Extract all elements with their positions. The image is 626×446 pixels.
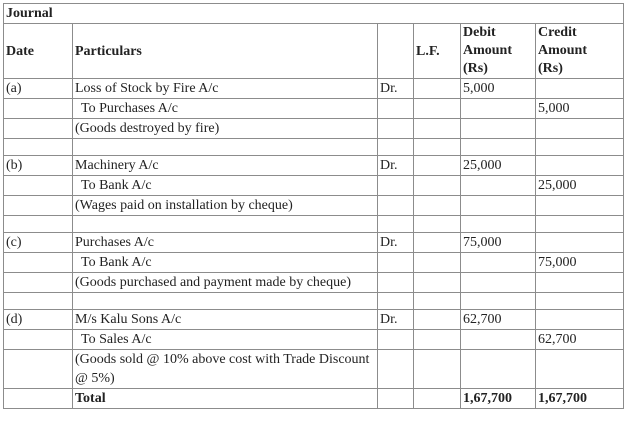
dr-marker: Dr. xyxy=(378,156,414,176)
entry-credit-row xyxy=(4,176,624,196)
dr-marker: Dr. xyxy=(378,79,414,99)
debit-amount: 62,700 xyxy=(461,310,536,330)
entry-date: (a) xyxy=(4,79,73,99)
spacer-row xyxy=(4,293,624,310)
header-credit-amount: Credit Amount (Rs) xyxy=(536,24,624,79)
credit-account: To Bank A/c xyxy=(73,176,378,196)
total-row xyxy=(4,389,624,409)
entry-credit-row xyxy=(4,99,624,119)
credit-account: To Sales A/c xyxy=(73,330,378,350)
credit-amount: 25,000 xyxy=(536,176,624,196)
debit-amount: 5,000 xyxy=(461,79,536,99)
debit-account: Loss of Stock by Fire A/c xyxy=(73,79,378,99)
entry-debit-row xyxy=(4,310,624,330)
header-particulars: Particulars xyxy=(73,24,378,79)
debit-account: M/s Kalu Sons A/c xyxy=(73,310,378,330)
header-row xyxy=(4,24,624,79)
credit-amount: 62,700 xyxy=(536,330,624,350)
credit-amount: 75,000 xyxy=(536,253,624,273)
entry-narration-row xyxy=(4,196,624,216)
entry-date: (b) xyxy=(4,156,73,176)
entry-debit-row xyxy=(4,233,624,253)
dr-marker: Dr. xyxy=(378,310,414,330)
spacer-row xyxy=(4,139,624,156)
entry-narration-row xyxy=(4,119,624,139)
entry-narration-row xyxy=(4,350,624,389)
entry-date: (c) xyxy=(4,233,73,253)
debit-account: Machinery A/c xyxy=(73,156,378,176)
narration: (Goods sold @ 10% above cost with Trade Discount @ 5%) xyxy=(73,350,378,389)
total-debit: 1,67,700 xyxy=(461,389,536,409)
lf-cell xyxy=(414,79,461,99)
header-lf: L.F. xyxy=(414,24,461,79)
credit-amount-empty xyxy=(536,79,624,99)
entry-debit-row xyxy=(4,79,624,99)
entry-credit-row xyxy=(4,330,624,350)
credit-account: To Bank A/c xyxy=(73,253,378,273)
narration: (Goods purchased and payment made by cheque) xyxy=(73,273,378,293)
credit-amount: 5,000 xyxy=(536,99,624,119)
dr-marker: Dr. xyxy=(378,233,414,253)
entry-credit-row xyxy=(4,253,624,273)
credit-account: To Purchases A/c xyxy=(73,99,378,119)
narration: (Wages paid on installation by cheque) xyxy=(73,196,378,216)
journal-title: Journal xyxy=(4,4,624,24)
total-label: Total xyxy=(73,389,378,409)
entry-debit-row xyxy=(4,156,624,176)
narration: (Goods destroyed by fire) xyxy=(73,119,378,139)
journal-table xyxy=(3,3,624,409)
header-date: Date xyxy=(4,24,73,79)
header-dr-column xyxy=(378,24,414,79)
entry-narration-row xyxy=(4,273,624,293)
header-debit-amount: Debit Amount (Rs) xyxy=(461,24,536,79)
debit-amount: 25,000 xyxy=(461,156,536,176)
total-credit: 1,67,700 xyxy=(536,389,624,409)
spacer-row xyxy=(4,216,624,233)
debit-account: Purchases A/c xyxy=(73,233,378,253)
entry-date: (d) xyxy=(4,310,73,330)
debit-amount: 75,000 xyxy=(461,233,536,253)
